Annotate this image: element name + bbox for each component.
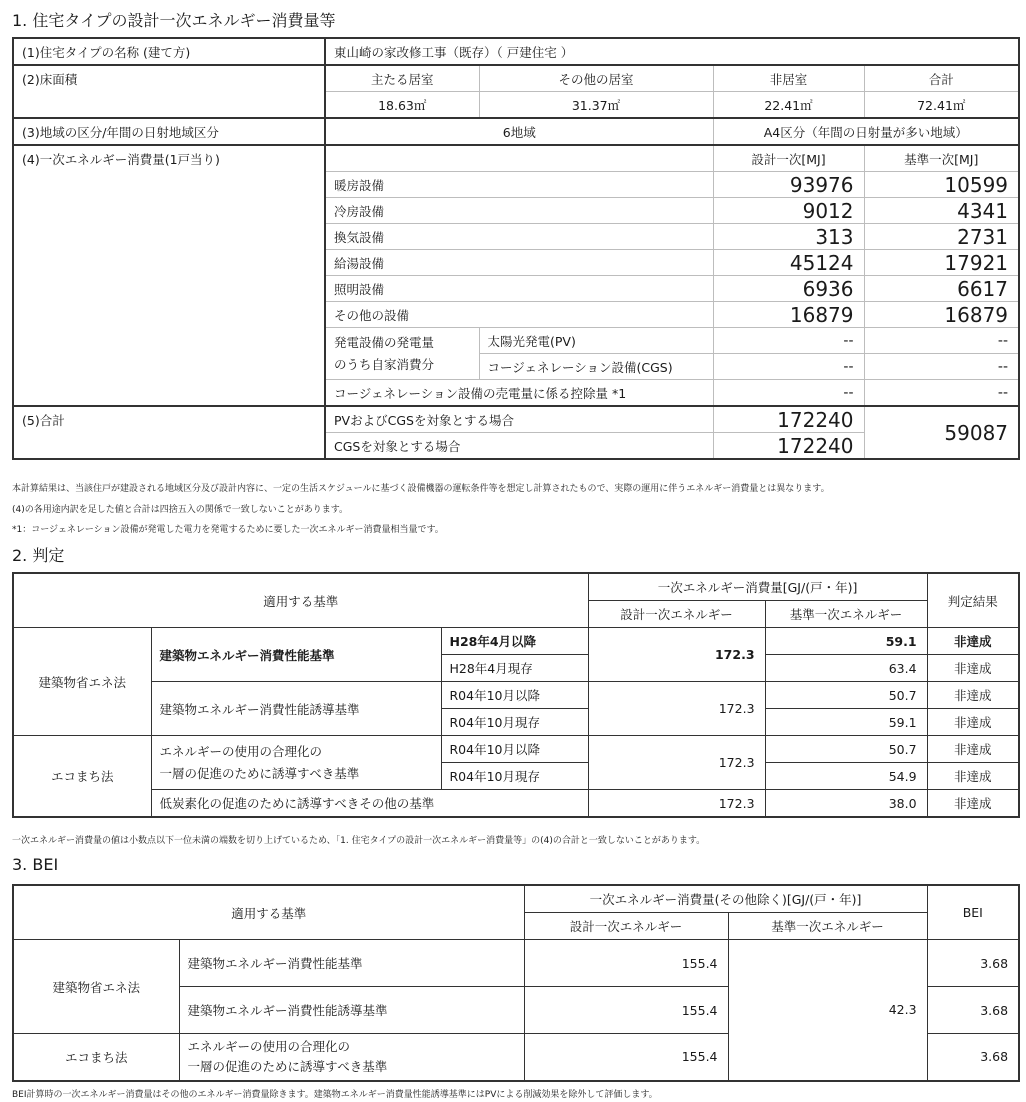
standard-rationalization-line1: エネルギーの使用の合理化の bbox=[159, 743, 323, 759]
base-energy-value: 50.7 bbox=[765, 682, 927, 709]
equipment-name: その他の設備 bbox=[325, 302, 713, 328]
period: H28年4月現存 bbox=[441, 655, 588, 682]
bei-row bbox=[13, 940, 1019, 987]
region-row bbox=[13, 118, 1019, 145]
energy-header-row bbox=[13, 145, 1019, 172]
total-label: (5)合計 bbox=[13, 406, 325, 459]
bei-standard bbox=[179, 1034, 524, 1081]
floor-area-non-living: 22.41㎡ bbox=[713, 92, 864, 119]
judgement-row bbox=[13, 790, 1019, 818]
standard-energy-performance-induction: 建築物エネルギー消費性能誘導基準 bbox=[151, 682, 441, 736]
judgement-result: 非達成 bbox=[927, 763, 1019, 790]
base-energy-value: 54.9 bbox=[765, 763, 927, 790]
period: R04年10月現存 bbox=[441, 709, 588, 736]
section2-title: 2. 判定 bbox=[12, 546, 65, 565]
total-row-pv-cgs bbox=[13, 406, 1019, 433]
bei-header-bei: BEI bbox=[927, 885, 1019, 940]
bei-standard: 建築物エネルギー消費性能誘導基準 bbox=[179, 987, 524, 1034]
judgement-result: 非達成 bbox=[927, 655, 1019, 682]
judgement-row bbox=[13, 682, 1019, 709]
bei-header-design: 設計一次エネルギー bbox=[524, 913, 728, 940]
bei-header-standard: 適用する基準 bbox=[13, 885, 524, 940]
equipment-name: 照明設備 bbox=[325, 276, 713, 302]
standard-rationalization-line2: 一層の促進のために誘導すべき基準 bbox=[159, 765, 360, 781]
cgs-sale-standard: -- bbox=[864, 380, 1019, 407]
base-energy-value: 63.4 bbox=[765, 655, 927, 682]
design-energy-value: 172.3 bbox=[588, 790, 765, 818]
judgement-result: 非達成 bbox=[927, 709, 1019, 736]
total-pv-cgs-design: 172240 bbox=[713, 406, 864, 433]
section3-title: 3. BEI bbox=[12, 855, 59, 874]
pv-design: -- bbox=[713, 328, 864, 354]
judgement-result: 非達成 bbox=[927, 628, 1019, 655]
design-energy-value: 172.3 bbox=[588, 628, 765, 682]
equipment-name: 給湯設備 bbox=[325, 250, 713, 276]
equipment-design: 93976 bbox=[713, 172, 864, 198]
floor-area-header-main: 主たる居室 bbox=[325, 65, 479, 92]
judgement-header-result: 判定結果 bbox=[927, 573, 1019, 628]
equipment-design: 6936 bbox=[713, 276, 864, 302]
cgs-label: コージェネレーション設備(CGS) bbox=[479, 354, 713, 380]
note-calculation: 本計算結果は、当該住戸が建設される地域区分及び設計内容に、一定の生活スケジュールに基づく設備機器の運転条件等を想定し計算されたもので、実際の運用に伴うエネルギー消費量とは異なります。 bbox=[12, 484, 830, 494]
equipment-name: 換気設備 bbox=[325, 224, 713, 250]
equipment-name: 冷房設備 bbox=[325, 198, 713, 224]
note-judgement: 一次エネルギー消費量の値は小数点以下一位未満の端数を切り上げているため、「1. 住宅タイプの設計一次エネルギー消費量等」の(4)の合計と一致しないことがあります。 bbox=[12, 836, 706, 846]
equipment-design: 45124 bbox=[713, 250, 864, 276]
cgs-design: -- bbox=[713, 354, 864, 380]
standard-low-carbon: 低炭素化の促進のために誘導すべきその他の基準 bbox=[151, 790, 588, 818]
floor-area-total: 72.41㎡ bbox=[864, 92, 1019, 119]
floor-area-header-row bbox=[13, 65, 1019, 92]
total-pv-cgs-label: PVおよびCGSを対象とする場合 bbox=[325, 406, 713, 433]
floor-area-label: (2)床面積 bbox=[13, 65, 325, 118]
equipment-standard: 2731 bbox=[864, 224, 1019, 250]
base-energy-value: 50.7 bbox=[765, 736, 927, 763]
floor-area-main: 18.63㎡ bbox=[325, 92, 479, 119]
design-energy-value: 172.3 bbox=[588, 736, 765, 790]
note-bei: BEI計算時の一次エネルギー消費量はその他のエネルギー消費量除きます。建築物エネルギー消費量性能誘導基準にはPVによる削減効果を除外して評価します。 bbox=[12, 1090, 658, 1100]
judgement-result: 非達成 bbox=[927, 682, 1019, 709]
equipment-design: 9012 bbox=[713, 198, 864, 224]
equipment-standard: 16879 bbox=[864, 302, 1019, 328]
total-cgs-design: 172240 bbox=[713, 433, 864, 460]
bei-header-energy: 一次エネルギー消費量(その他除く)[GJ/(戸・年)] bbox=[524, 885, 927, 913]
equipment-design: 313 bbox=[713, 224, 864, 250]
judgement-result: 非達成 bbox=[927, 790, 1019, 818]
equipment-standard: 10599 bbox=[864, 172, 1019, 198]
period: R04年10月現存 bbox=[441, 763, 588, 790]
bei-value: 3.68 bbox=[927, 987, 1019, 1034]
standard-energy-performance: 建築物エネルギー消費性能基準 bbox=[151, 628, 441, 682]
bei-table bbox=[12, 884, 1020, 1082]
standard-energy-header: 基準一次[MJ] bbox=[864, 145, 1019, 172]
bei-standard-line1: エネルギーの使用の合理化の bbox=[187, 1038, 351, 1054]
bei-header-base: 基準一次エネルギー bbox=[728, 913, 927, 940]
base-energy-value: 38.0 bbox=[765, 790, 927, 818]
bei-base-value: 42.3 bbox=[728, 940, 927, 1081]
judgement-row bbox=[13, 736, 1019, 763]
energy-consumption-table bbox=[12, 37, 1020, 460]
bei-standard-line2: 一層の促進のために誘導すべき基準 bbox=[187, 1058, 388, 1074]
equipment-standard: 6617 bbox=[864, 276, 1019, 302]
floor-area-other: 31.37㎡ bbox=[479, 92, 713, 119]
judgement-header-row bbox=[13, 573, 1019, 601]
total-standard: 59087 bbox=[864, 406, 1019, 459]
bei-value: 3.68 bbox=[927, 1034, 1019, 1081]
judgement-header-energy: 一次エネルギー消費量[GJ/(戸・年)] bbox=[588, 573, 927, 601]
self-consumption-label-line2: のうち自家消費分 bbox=[334, 356, 435, 372]
judgement-header-base: 基準一次エネルギー bbox=[765, 601, 927, 628]
base-energy-value: 59.1 bbox=[765, 628, 927, 655]
cgs-sale-label: コージェネレーション設備の売電量に係る控除量 *1 bbox=[325, 380, 713, 407]
bei-header-row bbox=[13, 885, 1019, 913]
housing-name-row bbox=[13, 38, 1019, 65]
judgement-table bbox=[12, 572, 1020, 818]
standard-rationalization bbox=[151, 736, 441, 790]
floor-area-header-other: その他の居室 bbox=[479, 65, 713, 92]
period: H28年4月以降 bbox=[441, 628, 588, 655]
design-energy-value: 172.3 bbox=[588, 682, 765, 736]
floor-area-header-non-living: 非居室 bbox=[713, 65, 864, 92]
judgement-header-standard: 適用する基準 bbox=[13, 573, 588, 628]
section1-title: 1. 住宅タイプの設計一次エネルギー消費量等 bbox=[12, 11, 336, 30]
period: R04年10月以降 bbox=[441, 736, 588, 763]
equipment-design: 16879 bbox=[713, 302, 864, 328]
equipment-name: 暖房設備 bbox=[325, 172, 713, 198]
floor-area-header-total: 合計 bbox=[864, 65, 1019, 92]
solar-region-value: A4区分（年間の日射量が多い地域） bbox=[713, 118, 1019, 145]
self-consumption-label-line1: 発電設備の発電量 bbox=[334, 334, 435, 350]
energy-header-blank bbox=[325, 145, 713, 172]
energy-label: (4)一次エネルギー消費量(1戸当り) bbox=[13, 145, 325, 406]
judgement-header-design: 設計一次エネルギー bbox=[588, 601, 765, 628]
note-rounding: (4)の各用途内訳を足した値と合計は四捨五入の関係で一致しないことがあります。 bbox=[12, 505, 349, 515]
base-energy-value: 59.1 bbox=[765, 709, 927, 736]
equipment-standard: 17921 bbox=[864, 250, 1019, 276]
design-energy-header: 設計一次[MJ] bbox=[713, 145, 864, 172]
housing-name-label: (1)住宅タイプの名称 (建て方) bbox=[13, 38, 325, 65]
housing-name-value: 東山崎の家改修工事（既存）（ 戸建住宅 ） bbox=[325, 38, 1019, 65]
bei-law-building-energy: 建築物省エネ法 bbox=[13, 940, 179, 1034]
law-eco-city: エコまち法 bbox=[13, 736, 151, 818]
period: R04年10月以降 bbox=[441, 682, 588, 709]
judgement-row bbox=[13, 628, 1019, 655]
cgs-standard: -- bbox=[864, 354, 1019, 380]
bei-law-eco-city: エコまち法 bbox=[13, 1034, 179, 1081]
region-label: (3)地域の区分/年間の日射地域区分 bbox=[13, 118, 325, 145]
bei-design-value: 155.4 bbox=[524, 987, 728, 1034]
bei-value: 3.68 bbox=[927, 940, 1019, 987]
cgs-sale-design: -- bbox=[713, 380, 864, 407]
pv-standard: -- bbox=[864, 328, 1019, 354]
equipment-standard: 4341 bbox=[864, 198, 1019, 224]
law-building-energy: 建築物省エネ法 bbox=[13, 628, 151, 736]
bei-design-value: 155.4 bbox=[524, 1034, 728, 1081]
bei-standard: 建築物エネルギー消費性能基準 bbox=[179, 940, 524, 987]
self-consumption-label bbox=[325, 328, 479, 380]
note-footnote-1: *1：コージェネレーション設備が発電した電力を発電するために要した一次エネルギー消費量相当量です。 bbox=[12, 525, 444, 535]
pv-label: 太陽光発電(PV) bbox=[479, 328, 713, 354]
judgement-result: 非達成 bbox=[927, 736, 1019, 763]
total-cgs-label: CGSを対象とする場合 bbox=[325, 433, 713, 460]
bei-design-value: 155.4 bbox=[524, 940, 728, 987]
region-value: 6地域 bbox=[325, 118, 713, 145]
